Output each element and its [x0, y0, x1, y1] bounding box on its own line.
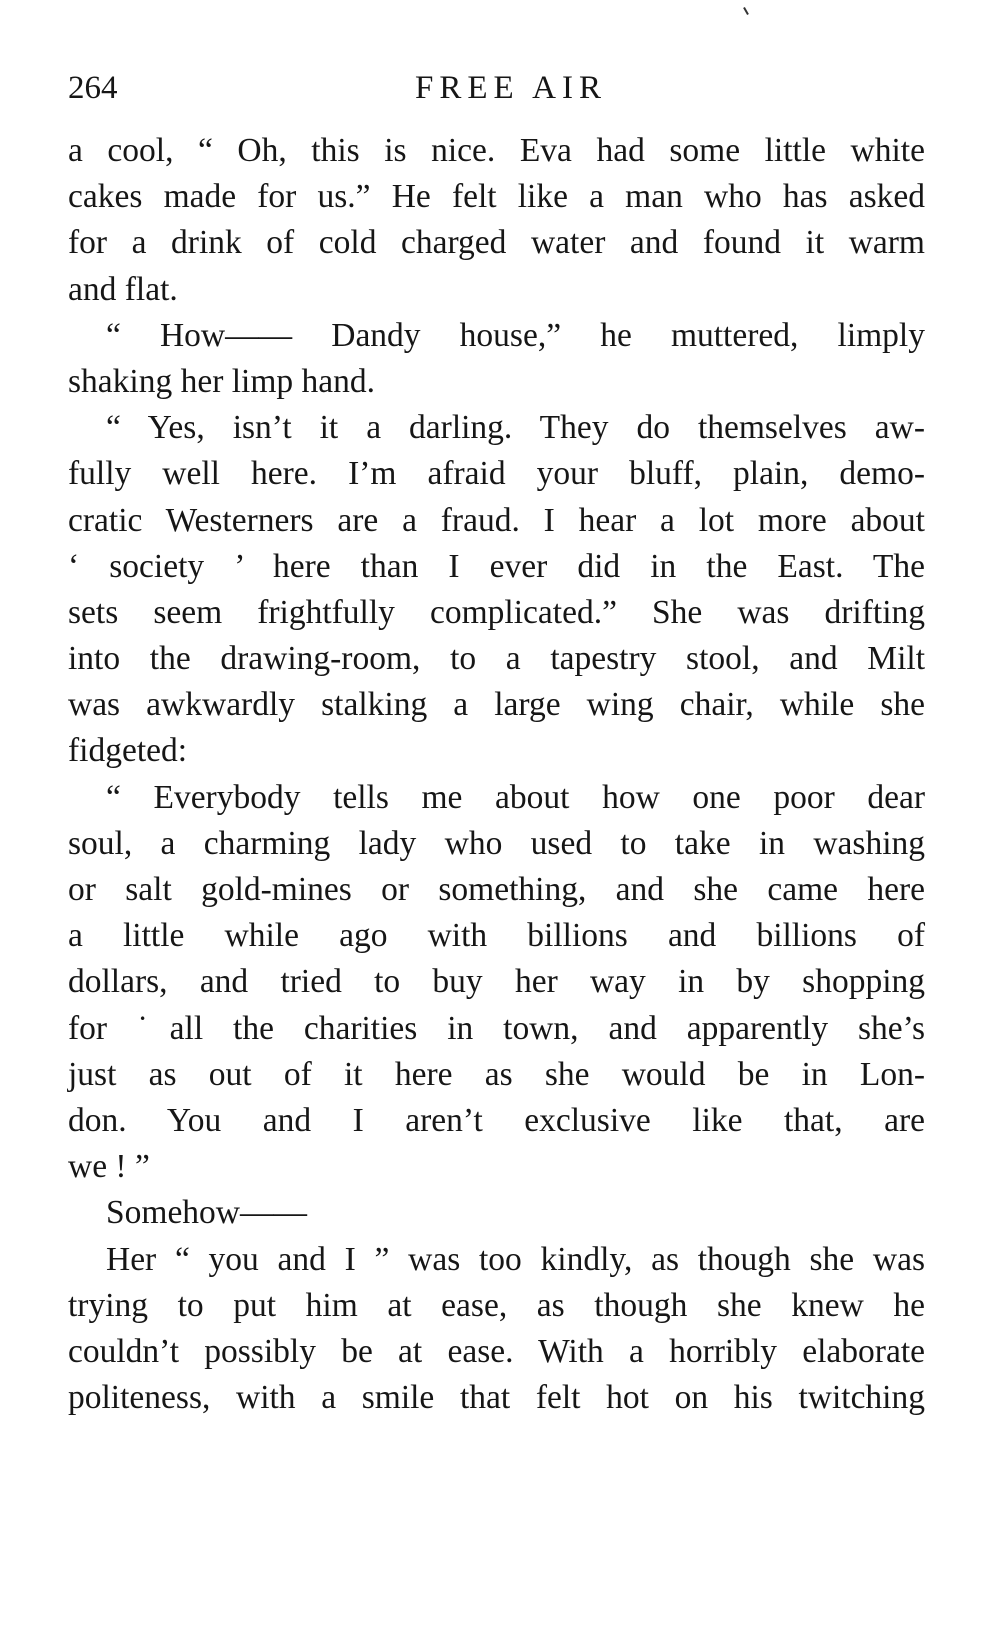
text-line: couldn’t possibly be at ease. With a horribly elaborate: [68, 1332, 925, 1370]
text-line: ‘ society ’ here than I ever did in the East. The: [68, 547, 925, 585]
text-line: dollars, and tried to buy her way in by shopping: [68, 963, 925, 1001]
text-line: trying to put him at ease, as though she knew he: [68, 1286, 925, 1324]
text-line: Somehow——: [106, 1194, 307, 1232]
text-line: sets seem frightfully complicated.” She was drifting: [68, 593, 925, 631]
page-header: [68, 68, 924, 108]
body-text: [68, 128, 925, 1421]
text-line: “ Everybody tells me about how one poor dear: [106, 778, 925, 816]
text-line: soul, a charming lady who used to take in washing: [68, 824, 925, 862]
text-line: fidgeted:: [68, 732, 188, 770]
text-line: fully well here. I’m afraid your bluff, plain, demo-: [68, 455, 925, 493]
text-line: and flat.: [68, 270, 178, 308]
text-line: was awkwardly stalking a large wing chair, while she: [68, 686, 925, 724]
page-number: 264: [68, 70, 118, 106]
text-line: into the drawing-room, to a tapestry stool, and Milt: [68, 640, 925, 678]
text-line: we ! ”: [68, 1148, 150, 1186]
text-line: just as out of it here as she would be in Lon-: [68, 1055, 925, 1093]
text-line: “ How—— Dandy house,” he muttered, limply: [106, 316, 925, 354]
text-line: shaking her limp hand.: [68, 362, 376, 400]
text-line: cratic Westerners are a fraud. I hear a lot more about: [68, 501, 925, 539]
text-line: don. You and I aren’t exclusive like that, are: [68, 1101, 925, 1139]
print-speck: [743, 7, 749, 15]
running-title: FREE AIR: [415, 70, 607, 106]
text-line: a little while ago with billions and billions of: [68, 917, 925, 955]
text-line: politeness, with a smile that felt hot on his twitching: [68, 1379, 925, 1417]
text-line: Her “ you and I ” was too kindly, as though she was: [106, 1240, 925, 1278]
text-line: for a drink of cold charged water and found it warm: [68, 224, 925, 262]
text-line: “ Yes, isn’t it a darling. They do themselves aw-: [106, 409, 925, 447]
text-line: a cool, “ Oh, this is nice. Eva had some little white: [68, 132, 925, 169]
text-line: cakes made for us.” He felt like a man who has asked: [68, 178, 925, 216]
text-line: for ˙all the charities in town, and apparently she’s: [68, 1009, 925, 1047]
text-line: or salt gold-mines or something, and she came here: [68, 871, 925, 908]
